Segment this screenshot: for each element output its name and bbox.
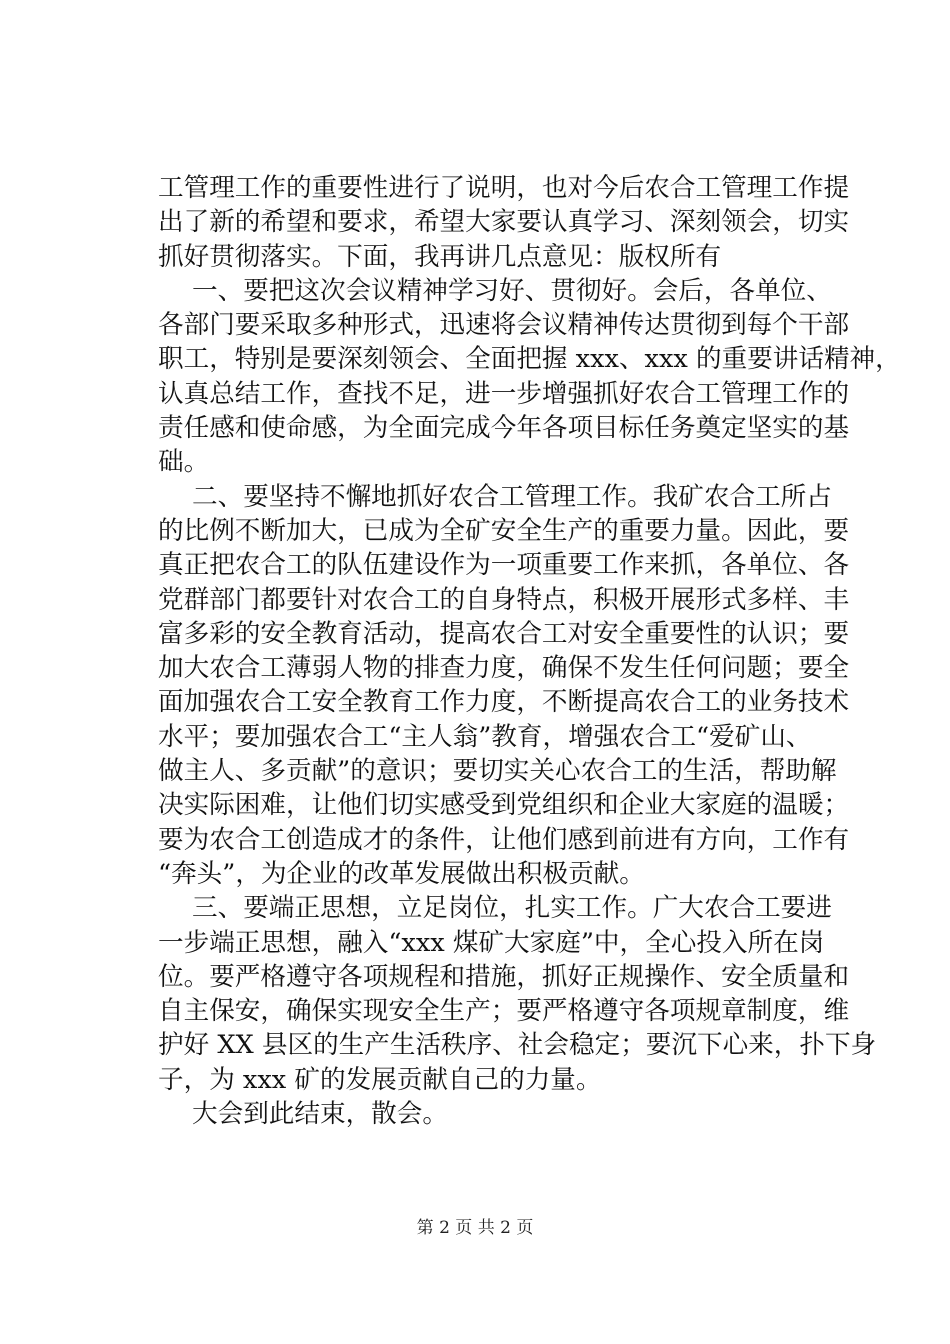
- text-line: 出了新的希望和要求，希望大家要认真学习、深刻领会，切实: [158, 207, 850, 238]
- text-line: 自主保安，确保实现安全生产；要严格遵守各项规章制度，维: [158, 996, 850, 1027]
- text-line: 三、要端正思想，立足岗位，扎实工作。广大农合工要进: [192, 893, 832, 924]
- text-line: 水平；要加强农合工“主人翁”教育，增强农合工“爱矿山、: [158, 721, 812, 752]
- text-line: 真正把农合工的队伍建设作为一项重要工作来抓，各单位、各: [158, 550, 850, 581]
- text-line: 一、要把这次会议精神学习好、贯彻好。会后，各单位、: [192, 275, 832, 306]
- text-line: 抓好贯彻落实。下面，我再讲几点意见：版权所有: [158, 241, 722, 272]
- text-line: 职工，特别是要深刻领会、全面把握 xxx、xxx 的重要讲话精神，: [158, 344, 901, 375]
- text-line: 护好 XX 县区的生产生活秩序、社会稳定；要沉下心来，扑下身: [158, 1030, 877, 1061]
- text-line: 位。要严格遵守各项规程和措施，抓好正规操作、安全质量和: [158, 961, 850, 992]
- text-line: 认真总结工作，查找不足，进一步增强抓好农合工管理工作的: [158, 378, 850, 409]
- text-line: 党群部门都要针对农合工的自身特点，积极开展形式多样、丰: [158, 584, 850, 615]
- text-line: 富多彩的安全教育活动，提高农合工对安全重要性的认识；要: [158, 618, 850, 649]
- text-line: 二、要坚持不懈地抓好农合工管理工作。我矿农合工所占: [192, 481, 832, 512]
- text-line: 各部门要采取多种形式，迅速将会议精神传达贯彻到每个干部: [158, 310, 850, 341]
- body-text: [158, 171, 901, 1131]
- text-line: 责任感和使命感，为全面完成今年各项目标任务奠定坚实的基: [158, 413, 850, 444]
- text-line: 决实际困难，让他们切实感受到党组织和企业大家庭的温暖；: [158, 790, 850, 821]
- text-line: 加大农合工薄弱人物的排查力度，确保不发生任何问题；要全: [158, 653, 850, 684]
- text-line: 础。: [158, 447, 210, 478]
- text-line: “奔头”，为企业的改革发展做出积极贡献。: [158, 858, 645, 889]
- text-line: 做主人、多贡献”的意识；要切实关心农合工的生活，帮助解: [158, 756, 837, 787]
- text-line: 子，为 xxx 矿的发展贡献自己的力量。: [158, 1064, 602, 1095]
- text-line: 的比例不断加大，已成为全矿安全生产的重要力量。因此，要: [158, 515, 850, 546]
- text-line: 一步端正思想，融入“xxx 煤矿大家庭”中，全心投入所在岗: [158, 927, 825, 958]
- page-footer: 第 2 页 共 2 页: [416, 1218, 534, 1238]
- text-line: 要为农合工创造成才的条件，让他们感到前进有方向，工作有: [158, 824, 850, 855]
- text-line: 工管理工作的重要性进行了说明，也对今后农合工管理工作提: [158, 173, 850, 203]
- text-line: 面加强农合工安全教育工作力度，不断提高农合工的业务技术: [158, 687, 850, 718]
- text-line: 大会到此结束，散会。: [192, 1099, 448, 1130]
